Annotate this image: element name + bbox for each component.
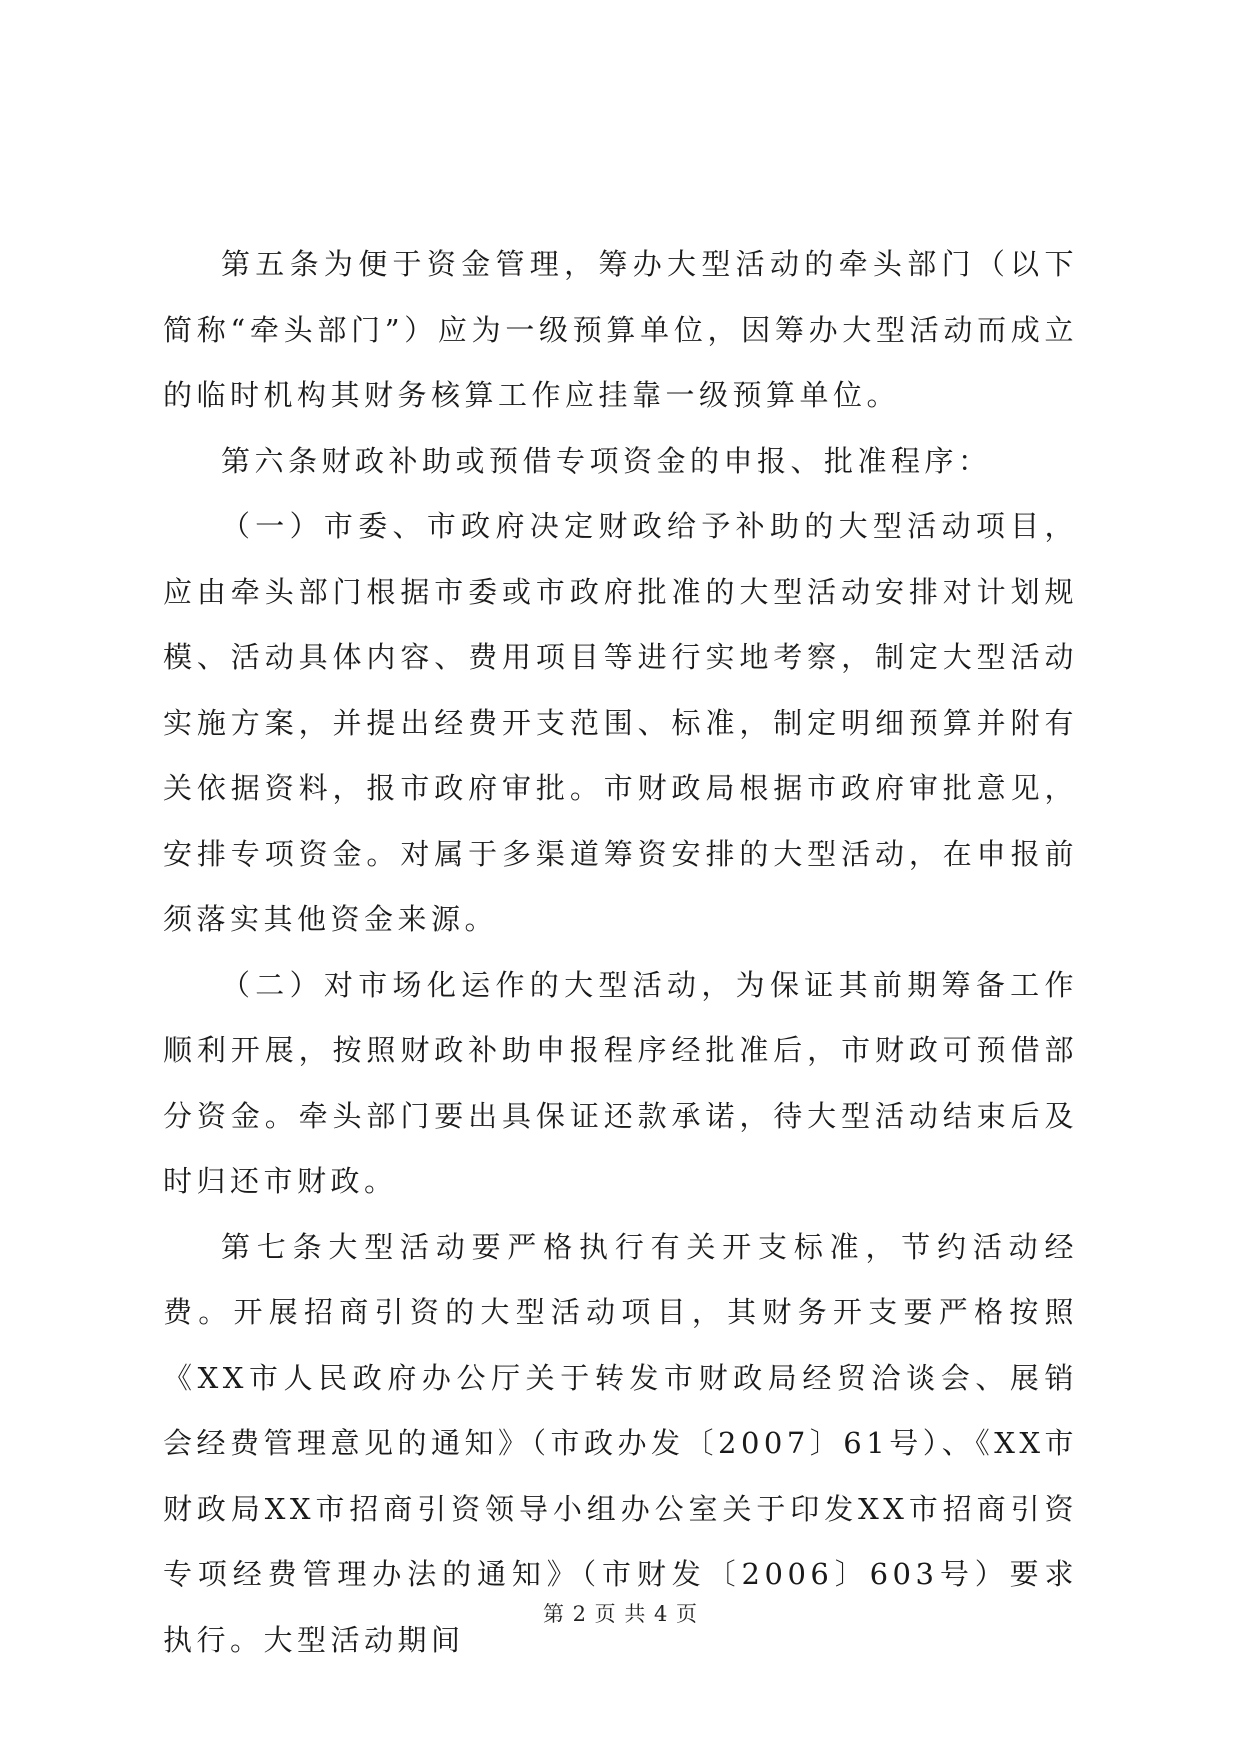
- page-number-footer: 第 2 页 共 4 页: [542, 1602, 699, 1626]
- paragraph-item-2: （二）对市场化运作的大型活动，为保证其前期筹备工作顺利开展，按照财政补助申报程序经批准后，市财政可预借部分资金。牵头部门要出具保证还款承诺，待大型活动结束后及时归还市财政。: [163, 967, 1078, 1198]
- paragraph-item-1: （一）市委、市政府决定财政给予补助的大型活动项目，应由牵头部门根据市委或市政府批准的大型活动安排对计划规模、活动具体内容、费用项目等进行实地考察，制定大型活动实施方案，并提出经费开支范围、标准，制定明细预算并附有关依据资料，报市政府审批。市财政局根据市政府审批意见，安排专项资金。对属于多渠道筹资安排的大型活动，在申报前须落实其他资金来源。: [163, 509, 1078, 936]
- document-body: [163, 232, 1078, 1673]
- paragraph-article-7: 第七条大型活动要严格执行有关开支标准，节约活动经费。开展招商引资的大型活动项目，其财务开支要严格按照《XX市人民政府办公厅关于转发市财政局经贸洽谈会、展销会经费管理意见的通知》（市政办发〔2007〕61号）、《XX市财政局XX市招商引资领导小组办公室关于印发XX市招商引资专项经费管理办法的通知》（市财发〔2006〕603号）要求执行。大型活动期间: [163, 1229, 1078, 1657]
- paragraph-article-6: 第六条财政补助或预借专项资金的申报、批准程序：: [221, 443, 992, 478]
- paragraph-article-5: 第五条为便于资金管理，筹办大型活动的牵头部门（以下简称“牵头部门”）应为一级预算单位，因筹办大型活动而成立的临时机构其财务核算工作应挂靠一级预算单位。: [163, 247, 1078, 412]
